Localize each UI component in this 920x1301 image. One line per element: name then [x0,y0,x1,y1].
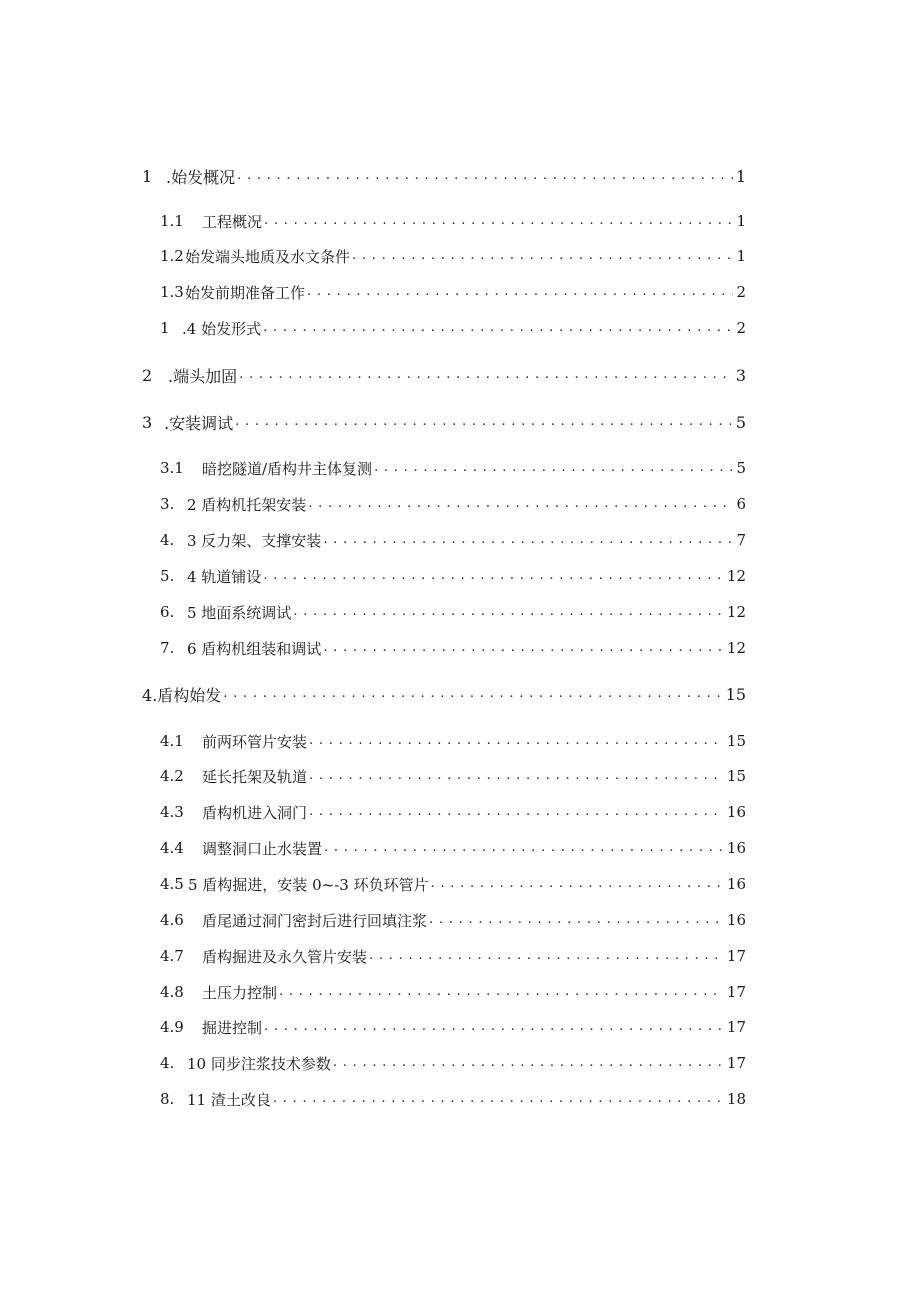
dot-leader [223,682,722,706]
toc-entry-page: 15 [726,767,746,785]
toc-entry-number: 1 [142,166,158,186]
toc-entry-number: 1 [160,319,175,337]
dot-leader [374,456,733,480]
toc-entry-page: 2 [736,319,746,337]
dot-leader [279,980,724,1004]
toc-entry-page: 16 [726,875,746,893]
toc-entry[interactable] [160,980,746,1004]
toc-entry-title: 始发端头地质及水文条件 [185,247,351,266]
toc-entry-number: 7. [160,639,180,657]
toc-entry-page: 2 [736,283,746,301]
toc-entry-title: 4.盾构始发 [142,685,222,705]
dot-leader [309,729,724,753]
toc-entry-title: .端头加固 [168,366,238,386]
dot-leader [235,410,733,434]
toc-entry-page: 5 [735,412,746,432]
toc-entry-title: .始发概况 [166,167,236,187]
toc-entry-title: 前两环管片安装 [202,732,308,751]
toc-entry[interactable] [160,244,746,268]
toc-entry-number: 4. [160,1054,180,1072]
dot-leader [273,1087,724,1111]
dot-leader [264,209,733,233]
toc-entry-number: 4.1 [160,732,189,750]
toc-entry-page: 1 [736,212,746,230]
toc-entry-title: 2 盾构机托架安装 [187,495,307,514]
toc-entry-page: 12 [726,639,746,657]
toc-entry-number: 4.9 [160,1018,189,1036]
toc-entry[interactable] [160,564,746,588]
toc-entry[interactable] [160,729,746,753]
toc-entry[interactable] [142,410,746,434]
dot-leader [333,1051,724,1075]
toc-entry-number: 4. [160,531,180,549]
toc-entry[interactable] [160,636,746,660]
toc-entry[interactable] [142,682,746,706]
toc-entry-page: 12 [726,603,746,621]
toc-entry-number: 3. [160,495,180,513]
toc-entry-number: 8. [160,1090,180,1108]
toc-entry[interactable] [160,908,746,932]
dot-leader [431,872,724,896]
toc-entry-title: 暗挖隧道/盾构井主体复测 [202,459,373,478]
toc-entry-number: 4.7 [160,947,189,965]
toc-entry[interactable] [160,872,746,896]
toc-entry-title: 延长托架及轨道 [202,767,308,786]
toc-entry[interactable] [160,1015,746,1039]
toc-entry-page: 17 [726,983,746,1001]
toc-entry[interactable] [160,528,746,552]
toc-entry[interactable] [160,492,746,516]
toc-entry-number: 1.2 [160,247,189,265]
toc-entry-page: 17 [726,1018,746,1036]
toc-entry[interactable] [160,1087,746,1111]
toc-entry-title: 盾尾通过洞门密封后进行回填注浆 [202,911,428,930]
dot-leader [309,764,724,788]
toc-entry-title: 工程概况 [202,212,263,231]
toc-entry-title: 盾构掘进及永久管片安装 [202,947,368,966]
dot-leader [239,363,733,387]
toc-entry-title: .安装调试 [164,413,234,433]
toc-entry[interactable] [160,316,746,340]
dot-leader [263,316,733,340]
toc-entry[interactable] [142,164,746,188]
toc-entry-number: 4.5 [160,875,189,893]
toc-entry-page: 15 [726,732,746,750]
toc-entry-title: 调整洞口止水装置 [202,839,323,858]
dot-leader [263,564,724,588]
toc-entry-number: 4.4 [160,839,189,857]
toc-entry-number: 6. [160,603,180,621]
toc-entry-number: 4.8 [160,983,189,1001]
dot-leader [323,528,733,552]
toc-entry-title: 土压力控制 [202,983,278,1002]
toc-entry-page: 5 [736,459,746,477]
dot-leader [293,600,724,624]
dot-leader [307,280,733,304]
toc-entry-number: 4.3 [160,803,189,821]
toc-entry-number: 1.1 [160,212,189,230]
toc-entry-page: 15 [725,684,746,704]
toc-entry-title: 5 地面系统调试 [187,603,292,622]
toc-entry-number: 2 [142,365,158,385]
toc-entry[interactable] [160,280,746,304]
toc-entry-page: 1 [735,166,746,186]
toc-entry-page: 1 [736,247,746,265]
toc-entry-page: 16 [726,803,746,821]
dot-leader [308,492,733,516]
toc-entry-title: 盾构机进入洞门 [202,803,308,822]
dot-leader [324,836,724,860]
toc-entry-title: 3 反力架、支撑安装 [187,531,322,550]
toc-entry-page: 3 [735,365,746,385]
toc-entry-number: 3.1 [160,459,189,477]
toc-entry[interactable] [160,1051,746,1075]
toc-entry-title: .4 始发形式 [182,319,262,338]
toc-entry-number: 4.2 [160,767,189,785]
toc-entry-title: 10 同步注浆技术参数 [187,1054,331,1073]
toc-entry[interactable] [160,800,746,824]
toc-entry-page: 18 [726,1090,746,1108]
toc-entry-title: 4 轨道铺设 [187,567,262,586]
toc-entry-page: 12 [726,567,746,585]
toc-entry[interactable] [160,764,746,788]
toc-entry-page: 17 [726,947,746,965]
toc-entry-page: 17 [726,1054,746,1072]
dot-leader [237,164,733,188]
toc-entry-title: 11 渣土改良 [187,1090,271,1109]
toc-entry[interactable] [142,363,746,387]
toc-entry-title: 始发前期准备工作 [185,283,306,302]
dot-leader [429,908,724,932]
toc-entry-number: 5. [160,567,180,585]
dot-leader [369,944,724,968]
toc-entry-page: 6 [736,495,746,513]
dot-leader [323,636,724,660]
toc-entry[interactable] [160,944,746,968]
toc-entry-page: 7 [736,531,746,549]
toc-entry[interactable] [160,600,746,624]
toc-entry-number: 1.3 [160,283,189,301]
dot-leader [264,1015,724,1039]
toc-entry[interactable] [160,836,746,860]
toc-entry[interactable] [160,456,746,480]
toc-entry-page: 16 [726,911,746,929]
toc-entry[interactable] [160,209,746,233]
toc-entry-page: 16 [726,839,746,857]
toc-entry-title: 6 盾构机组装和调试 [187,639,322,658]
toc-entry-title: 5 盾构掘进，安装 0~-3 环负环管片 [188,875,429,894]
dot-leader [352,244,733,268]
dot-leader [309,800,724,824]
toc-entry-number: 4.6 [160,911,189,929]
toc-entry-title: 掘进控制 [202,1018,263,1037]
toc-entry-number: 3 [142,412,158,432]
